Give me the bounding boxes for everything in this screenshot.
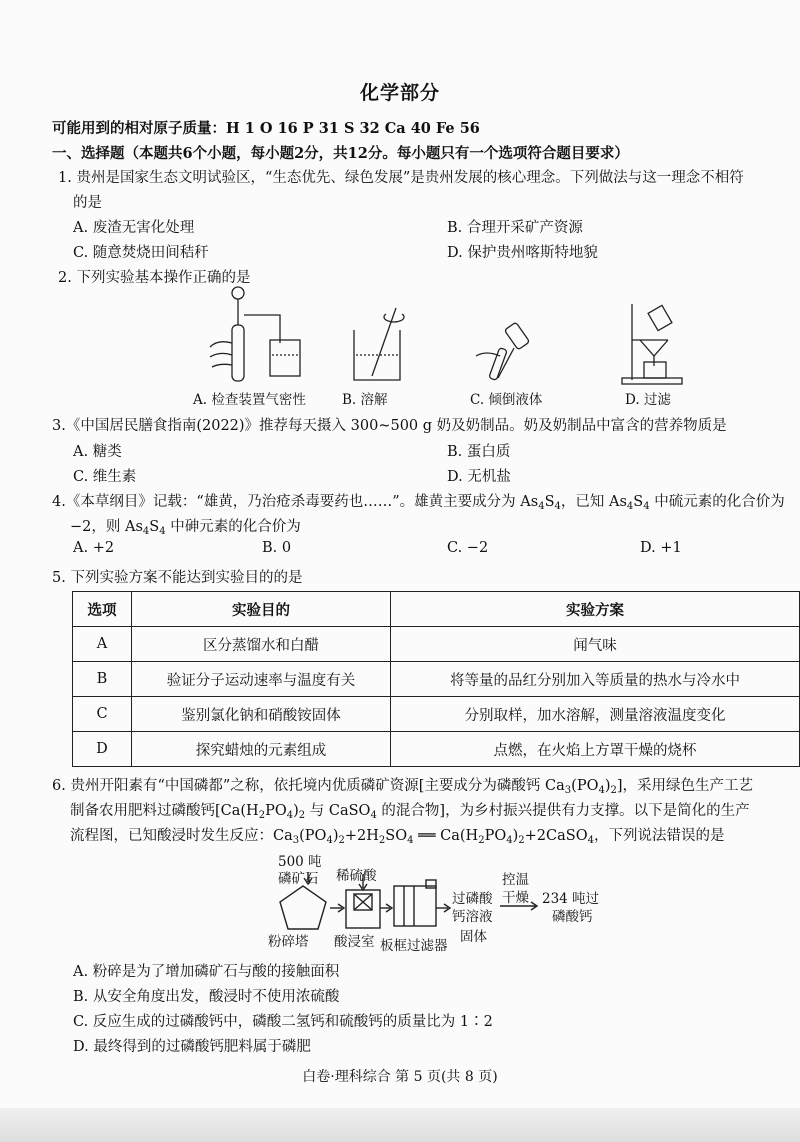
q1-option-a: A. 废渣无害化处理 <box>73 220 195 236</box>
flow-feed-name: 磷矿石 <box>278 871 319 887</box>
q3-option-a: A. 糖类 <box>73 444 122 460</box>
q1-option-c: C. 随意焚烧田间秸秆 <box>73 245 209 261</box>
q4-option-d: D. +1 <box>640 540 682 556</box>
q2-caption-c: C. 倾倒液体 <box>470 392 543 408</box>
filter-figure <box>618 300 688 386</box>
flow-leach: 酸浸室 <box>334 934 375 950</box>
q1-option-b: B. 合理开采矿产资源 <box>447 220 583 236</box>
airtightness-figure <box>200 285 320 385</box>
flow-dry-1: 控温 <box>502 872 529 888</box>
table-row: C 鉴别氯化钠和硝酸铵固体 分别取样，加水溶解，测量溶液温度变化 <box>73 697 800 732</box>
q4-stem: 4.《本草纲目》记载：“雄黄，乃治疮杀毒要药也……”。雄黄主要成分为 $As_4S_4$，已知 $As_4S_4$ 中硫元素的化合价为 <box>52 494 785 512</box>
q1-option-d: D. 保护贵州喀斯特地貌 <box>447 245 598 261</box>
table-row: D 探究蜡烛的元素组成 点燃，在火焰上方罩干燥的烧杯 <box>73 732 800 767</box>
q3-stem: 3.《中国居民膳食指南(2022)》推荐每天摄入 300~500 g 奶及奶制品。奶及奶制品中富含的营养物质是 <box>52 418 727 434</box>
q4-option-a: A. +2 <box>73 540 115 556</box>
page-footer: 白卷·理科综合 第 5 页(共 8 页) <box>302 1069 498 1085</box>
q4-option-c: C. −2 <box>447 540 489 556</box>
q6-option-d: D. 最终得到的过磷酸钙肥料属于磷肥 <box>73 1039 311 1055</box>
flow-acid: 稀硫酸 <box>336 868 377 884</box>
flow-feed-amount: 500 吨 <box>278 854 322 870</box>
q2-stem: 2. 下列实验基本操作正确的是 <box>58 270 251 286</box>
scan-edge <box>0 1108 800 1142</box>
flow-solid: 固体 <box>460 929 487 945</box>
col-option: 选项 <box>73 592 132 627</box>
q5-stem: 5. 下列实验方案不能达到实验目的的是 <box>52 570 303 586</box>
pour-liquid-figure <box>466 318 546 383</box>
col-purpose: 实验目的 <box>132 592 391 627</box>
flow-arrow <box>500 900 540 912</box>
q4-option-b: B. 0 <box>262 540 292 556</box>
q1-stem: 1. 贵州是国家生态文明试验区，“生态优先、绿色发展”是贵州发展的核心理念。下列做法与这一理念不相符 <box>58 170 744 186</box>
section-heading: 一、选择题（本题共6个小题，每小题2分，共12分。每小题只有一个选项符合题目要求） <box>52 145 629 162</box>
table-row: A 区分蒸馏水和白醋 闻气味 <box>73 627 800 662</box>
q2-caption-b: B. 溶解 <box>342 392 388 408</box>
q6-option-b: B. 从安全角度出发，酸浸时不使用浓硫酸 <box>73 989 340 1005</box>
q5-table <box>72 591 800 767</box>
dissolve-figure <box>342 300 412 385</box>
page-title: 化学部分 <box>359 82 440 104</box>
q6-stem-line2: 制备农用肥料过磷酸钙[$Ca(H_2PO_4)_2$ 与 CaSO$_4$ 的混合物]，为乡村振兴提供有力支撑。以下是简化的生产 <box>70 803 750 821</box>
flow-product-1: 234 吨过 <box>542 891 600 907</box>
q1-stem-cont: 的是 <box>73 195 102 211</box>
q4-stem-cont: −2，则 $As_4S_4$ 中砷元素的化合价为 <box>70 519 301 537</box>
flow-solution-2: 钙溶液 <box>452 909 493 925</box>
q3-option-b: B. 蛋白质 <box>447 444 511 460</box>
col-plan: 实验方案 <box>391 592 800 627</box>
q6-option-a: A. 粉碎是为了增加磷矿石与酸的接触面积 <box>73 964 340 980</box>
q2-caption-a: A. 检查装置气密性 <box>193 392 306 408</box>
atomic-masses: 可能用到的相对原子质量：H 1 O 16 P 31 S 32 Ca 40 Fe 56 <box>52 120 480 137</box>
q6-stem-line1: 6. 贵州开阳素有“中国磷都”之称，依托境内优质磷矿资源[主要成分为磷酸钙 $Ca_3(PO_4)_2$]，采用绿色生产工艺 <box>52 778 754 796</box>
table-row: B 验证分子运动速率与温度有关 将等量的品红分别加入等质量的热水与冷水中 <box>73 662 800 697</box>
q3-option-d: D. 无机盐 <box>447 469 511 485</box>
q6-stem-line3: 流程图，已知酸浸时发生反应：$Ca_3(PO_4)_2+2H_2SO_4$ ══ $Ca(H_2PO_4)_2+2CaSO_4$，下列说法错误的是 <box>70 828 725 846</box>
table-header-row <box>73 592 800 627</box>
flow-solution-1: 过磷酸 <box>452 891 493 907</box>
q6-option-c: C. 反应生成的过磷酸钙中，磷酸二氢钙和硫酸钙的质量比为 1∶2 <box>73 1014 493 1030</box>
flow-filter: 板框过滤器 <box>380 938 448 954</box>
q3-option-c: C. 维生素 <box>73 469 137 485</box>
q2-caption-d: D. 过滤 <box>625 392 671 408</box>
flow-product-2: 磷酸钙 <box>552 909 593 925</box>
flow-dry-2: 干燥 <box>502 890 529 906</box>
flow-crusher: 粉碎塔 <box>268 934 309 950</box>
